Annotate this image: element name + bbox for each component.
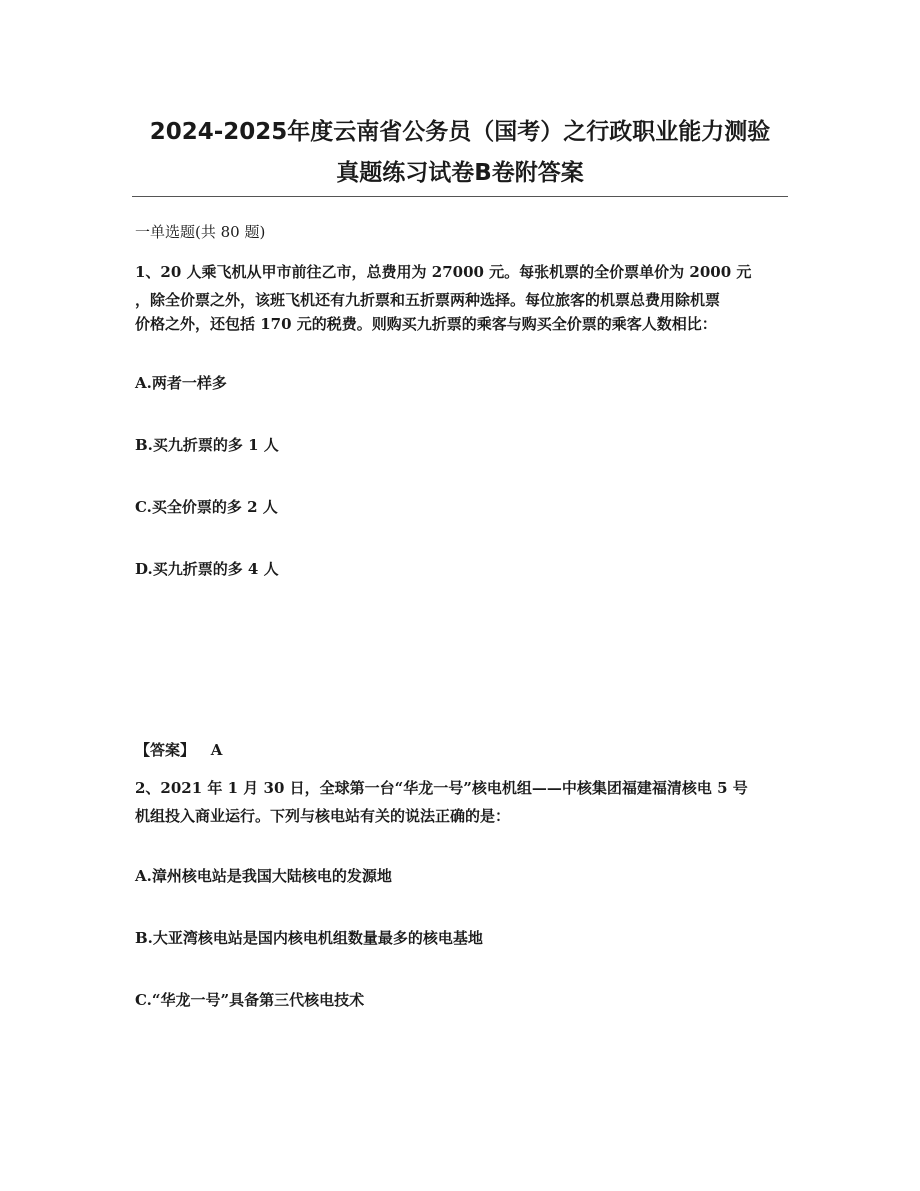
title-divider [132, 196, 788, 197]
question-2-stem-line-2: 机组投入商业运行。下列与核电站有关的说法正确的是： [135, 807, 511, 825]
question-1-option-b: B.买九折票的多 1 人 [135, 436, 279, 454]
document-title-line-2: 真题练习试卷B卷附答案 [336, 160, 584, 186]
question-1-option-a: A.两者一样多 [135, 374, 227, 392]
question-1-option-c: C.买全价票的多 2 人 [135, 498, 278, 516]
question-1-answer [135, 736, 785, 764]
document-title-line-1: 2024-2025年度云南省公务员（国考）之行政职业能力测验 [149, 119, 771, 145]
question-2-stem-line-1: 2、2021 年 1 月 30 日，全球第一台“华龙一号”核电机组——中核集团福建福清核电 5 号 [135, 779, 748, 797]
question-1-stem-line-3: 价格之外，还包括 170 元的税费。则购买九折票的乘客与购买全价票的乘客人数相比： [135, 315, 717, 333]
question-1-option-d: D.买九折票的多 4 人 [135, 560, 279, 578]
question-2-option-c: C.“华龙一号”具备第三代核电技术 [135, 991, 365, 1009]
answer-label: 【答案】 [135, 741, 196, 759]
answer-value: A [210, 741, 223, 759]
question-1-stem-line-1: 1、20 人乘飞机从甲市前往乙市，总费用为 27000 元。每张机票的全价票单价为 2000 元 [135, 263, 752, 281]
question-2-option-b: B.大亚湾核电站是国内核电机组数量最多的核电基地 [135, 929, 483, 947]
question-1-stem-line-2: ，除全价票之外，该班飞机还有九折票和五折票两种选择。每位旅客的机票总费用除机票 [135, 291, 721, 309]
question-2-option-a: A.漳州核电站是我国大陆核电的发源地 [135, 867, 392, 885]
section-header: 一单选题(共 80 题) [135, 223, 266, 241]
